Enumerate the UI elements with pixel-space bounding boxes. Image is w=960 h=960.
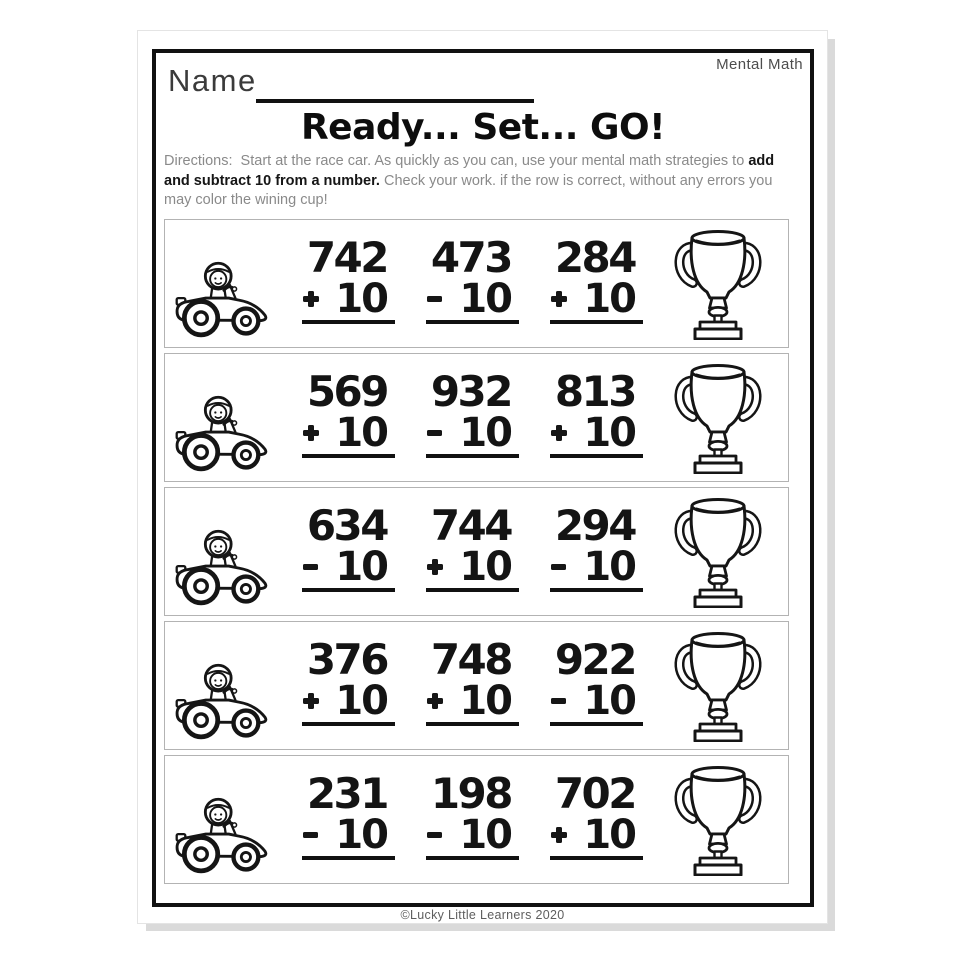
math-problem <box>426 366 519 458</box>
minus-operator-icon <box>303 827 319 843</box>
minus-operator-icon <box>551 693 567 709</box>
operand-number: 10 <box>583 543 635 590</box>
trophy-icon <box>674 496 762 608</box>
trophy-icon <box>674 630 762 742</box>
directions-prefix: Directions: Start at the race car. As quickly as you can, use your mental math strategies to <box>164 153 749 169</box>
operation-line <box>426 677 519 726</box>
top-number: 376 <box>306 634 387 684</box>
operation-line <box>550 543 643 592</box>
plus-operator-icon <box>427 693 443 709</box>
top-number: 932 <box>430 366 511 416</box>
worksheet-row <box>164 353 789 482</box>
operation-line <box>550 811 643 860</box>
top-number: 702 <box>554 768 635 818</box>
plus-operator-icon <box>303 291 319 307</box>
worksheet-page <box>137 30 828 924</box>
top-number: 294 <box>554 500 635 550</box>
math-problem <box>550 232 643 324</box>
page-border-frame <box>152 49 814 907</box>
problems-group <box>271 366 674 458</box>
trophy-icon <box>674 228 762 340</box>
top-number: 634 <box>306 500 387 550</box>
plus-operator-icon <box>551 291 567 307</box>
worksheet-row <box>164 219 789 348</box>
problems-group <box>271 634 674 726</box>
operation-line <box>302 275 395 324</box>
math-problem <box>302 768 395 860</box>
math-problem <box>302 366 395 458</box>
operation-line <box>550 409 643 458</box>
math-problem <box>302 232 395 324</box>
minus-operator-icon <box>427 291 443 307</box>
operation-line <box>426 543 519 592</box>
directions-bold: add and subtract 10 from a number. <box>164 153 779 189</box>
plus-operator-icon <box>551 425 567 441</box>
operand-number: 10 <box>459 275 511 322</box>
race-car-icon <box>175 526 271 610</box>
top-number: 748 <box>430 634 511 684</box>
plus-operator-icon <box>303 425 319 441</box>
directions-text <box>164 152 782 211</box>
operand-number: 10 <box>583 811 635 858</box>
problems-group <box>271 232 674 324</box>
operand-number: 10 <box>335 543 387 590</box>
race-car-icon <box>175 660 271 744</box>
operand-number: 10 <box>459 811 511 858</box>
top-number: 231 <box>306 768 387 818</box>
worksheet-row <box>164 487 789 616</box>
top-number: 569 <box>306 366 387 416</box>
operand-number: 10 <box>459 543 511 590</box>
math-problem <box>302 634 395 726</box>
race-car-icon <box>175 794 271 878</box>
top-number: 813 <box>554 366 635 416</box>
copyright-footer: ©Lucky Little Learners 2020 <box>400 908 565 922</box>
trophy-icon <box>674 764 762 876</box>
math-problem <box>550 366 643 458</box>
math-problem <box>550 768 643 860</box>
top-number: 922 <box>554 634 635 684</box>
operation-line <box>302 677 395 726</box>
minus-operator-icon <box>427 425 443 441</box>
name-blank-line <box>256 99 534 103</box>
top-number: 742 <box>306 232 387 282</box>
operation-line <box>302 543 395 592</box>
operand-number: 10 <box>335 811 387 858</box>
math-problem <box>426 768 519 860</box>
operation-line <box>550 677 643 726</box>
plus-operator-icon <box>427 559 443 575</box>
minus-operator-icon <box>427 827 443 843</box>
operand-number: 10 <box>583 409 635 456</box>
math-problem <box>550 500 643 592</box>
problems-group <box>271 768 674 860</box>
race-car-icon <box>175 392 271 476</box>
name-row <box>168 63 257 99</box>
minus-operator-icon <box>551 559 567 575</box>
minus-operator-icon <box>303 559 319 575</box>
operand-number: 10 <box>335 677 387 724</box>
operation-line <box>426 409 519 458</box>
problems-group <box>271 500 674 592</box>
corner-label: Mental Math <box>716 56 803 73</box>
operand-number: 10 <box>459 409 511 456</box>
worksheet-row <box>164 621 789 750</box>
worksheet-row <box>164 755 789 884</box>
problems-table <box>164 219 789 884</box>
operand-number: 10 <box>335 409 387 456</box>
top-number: 744 <box>430 500 511 550</box>
operation-line <box>302 409 395 458</box>
plus-operator-icon <box>303 693 319 709</box>
trophy-icon <box>674 362 762 474</box>
operand-number: 10 <box>459 677 511 724</box>
operand-number: 10 <box>335 275 387 322</box>
operation-line <box>426 275 519 324</box>
operand-number: 10 <box>583 677 635 724</box>
math-problem <box>426 634 519 726</box>
top-number: 284 <box>554 232 635 282</box>
math-problem <box>426 232 519 324</box>
page-title: Ready... Set... GO! <box>300 107 666 148</box>
directions-suffix: Check your work. if the row is correct, without any errors you may color the wining cup! <box>164 172 777 208</box>
operation-line <box>302 811 395 860</box>
name-label: Name <box>168 63 257 98</box>
plus-operator-icon <box>551 827 567 843</box>
math-problem <box>550 634 643 726</box>
race-car-icon <box>175 258 271 342</box>
math-problem <box>302 500 395 592</box>
operation-line <box>550 275 643 324</box>
top-number: 198 <box>430 768 511 818</box>
math-problem <box>426 500 519 592</box>
operation-line <box>426 811 519 860</box>
top-number: 473 <box>430 232 511 282</box>
operand-number: 10 <box>583 275 635 322</box>
